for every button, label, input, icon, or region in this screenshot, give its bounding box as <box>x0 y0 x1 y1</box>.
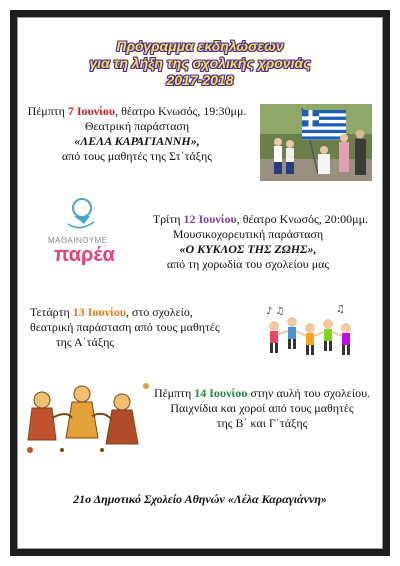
event-4-place: στην αυλή του σχολείου. <box>247 386 371 400</box>
event-3-line-3: της Α΄τάξης <box>55 335 115 349</box>
folk-dance-clipart <box>22 378 152 458</box>
event-2-day: Τρίτη <box>152 212 181 226</box>
event-4-line-2: Παιχνίδια και χοροί από τους μαθητές <box>170 401 354 415</box>
event-1-date: 7 Ιουνίου <box>67 104 116 118</box>
event-1 <box>22 104 252 164</box>
event-1-place-time: , θέατρο Κνωσός, 19:30μμ. <box>115 104 247 118</box>
title-line-1: Πρόγραμμα εκδηλώσεων <box>116 38 284 54</box>
event-2-place-time: , θέατρο Κνωσός, 20:00μμ. <box>236 212 368 226</box>
event-2-name: «Ο ΚΥΚΛΟΣ ΤΗΣ ΖΩΗΣ», <box>179 242 317 256</box>
event-4-date: 14 Ιουνίου <box>194 386 248 400</box>
event-4-when <box>142 386 382 401</box>
event-3-date: 13 Ιουνίου <box>72 305 126 319</box>
event-3-when <box>30 305 260 320</box>
dancing-children-clipart <box>262 300 362 362</box>
event-1-when <box>22 104 252 119</box>
event-4 <box>142 386 382 431</box>
event-2 <box>128 212 368 272</box>
footer-school-name: 21ο Δημοτικό Σχολείο Αθηνών «Λέλα Καραγιάννη» <box>73 492 327 506</box>
poster-page <box>17 17 383 549</box>
event-2-date: 12 Ιουνίου <box>183 212 237 226</box>
event-1-by: από τους μαθητές της Στ΄τάξης <box>61 149 213 163</box>
svg-text:♪ ♫: ♪ ♫ <box>266 306 285 317</box>
event-3-line-2: θεατρική παράσταση από τους μαθητές <box>30 320 220 334</box>
event-2-when <box>128 212 368 227</box>
event-3-day: Τετάρτη <box>30 305 70 319</box>
event-3 <box>30 305 260 350</box>
event-2-type: Μουσικοχορευτική παράσταση <box>172 227 324 241</box>
event-1-name: «ΛΕΛΑ ΚΑΡΑΓΙΑΝΝΗ», <box>74 134 200 148</box>
logo-text-bottom: παρέα <box>54 244 115 266</box>
title-line-2: για τη λήξη της σχολικής χρονιάς <box>89 55 311 71</box>
event-3-place: , στο σχολείο, <box>125 305 193 319</box>
school-photo <box>260 104 372 181</box>
mathainoume-parea-logo-icon <box>60 194 102 234</box>
event-1-type: Θεατρική παράσταση <box>84 119 190 133</box>
title-line-3: 2017-2018 <box>166 72 234 88</box>
event-2-by: από τη χορωδία του σχολείου μας <box>166 257 330 271</box>
logo-text-top: ΜΑΘΑΙΝΟΥΜΕ <box>48 236 108 245</box>
svg-text:♫: ♫ <box>336 304 345 315</box>
event-4-line-3: της Β΄ και Γ΄τάξης <box>216 416 308 430</box>
event-1-day: Πέμπτη <box>27 104 65 118</box>
greek-flag-icon <box>302 110 346 140</box>
event-4-day: Πέμπτη <box>153 386 192 400</box>
